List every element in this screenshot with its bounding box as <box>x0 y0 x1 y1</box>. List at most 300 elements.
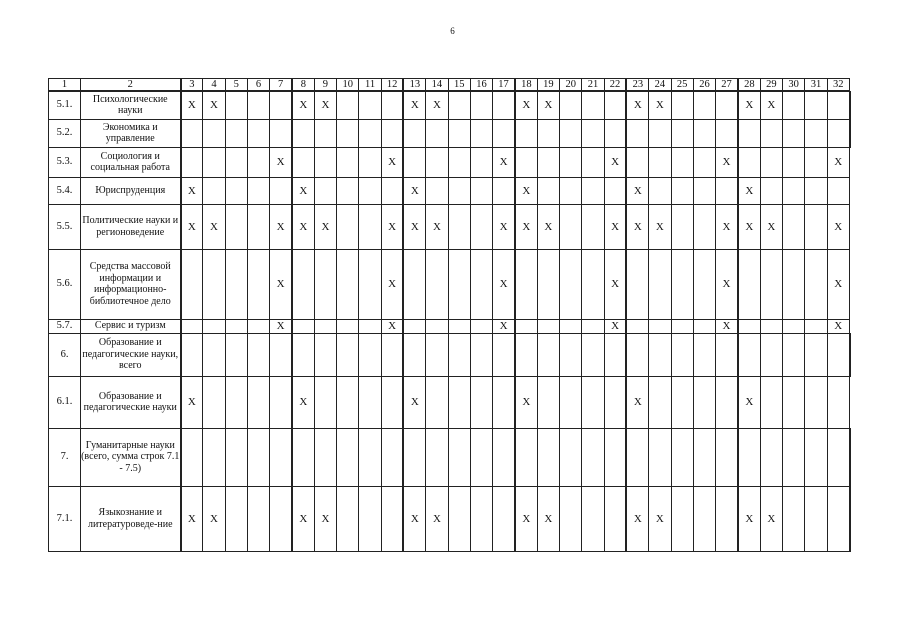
mark-cell <box>225 319 247 333</box>
mark-cell <box>515 119 537 147</box>
mark-cell <box>560 204 582 249</box>
mark-cell <box>805 147 827 177</box>
mark-cell <box>783 319 805 333</box>
mark-cell <box>359 177 381 204</box>
mark-cell <box>314 319 336 333</box>
mark-cell <box>671 204 693 249</box>
mark-cell <box>314 428 336 486</box>
mark-cell: X <box>649 204 671 249</box>
mark-cell <box>537 177 559 204</box>
mark-cell <box>783 204 805 249</box>
mark-cell <box>604 486 626 551</box>
row-name: Психологические науки <box>81 91 181 119</box>
mark-cell <box>693 333 715 376</box>
mark-cell: X <box>314 91 336 119</box>
mark-cell <box>693 204 715 249</box>
mark-cell: X <box>738 204 760 249</box>
mark-cell <box>560 319 582 333</box>
mark-cell <box>225 376 247 428</box>
mark-cell <box>337 376 359 428</box>
mark-cell <box>537 333 559 376</box>
mark-cell <box>560 91 582 119</box>
mark-cell <box>448 119 470 147</box>
mark-cell <box>671 486 693 551</box>
mark-cell <box>470 119 492 147</box>
mark-cell <box>738 249 760 319</box>
table-row <box>49 177 851 204</box>
mark-cell <box>403 333 425 376</box>
row-name: Образование и педагогические науки, всего <box>81 333 181 376</box>
mark-cell <box>716 119 738 147</box>
mark-cell: X <box>426 486 448 551</box>
mark-cell <box>671 119 693 147</box>
mark-cell <box>247 119 269 147</box>
mark-cell <box>693 119 715 147</box>
mark-cell: X <box>203 204 225 249</box>
mark-cell <box>582 91 604 119</box>
mark-cell: X <box>604 204 626 249</box>
mark-cell <box>470 177 492 204</box>
mark-cell <box>247 91 269 119</box>
mark-cell <box>359 428 381 486</box>
table-row <box>49 249 851 319</box>
mark-cell: X <box>716 204 738 249</box>
mark-cell: X <box>493 319 515 333</box>
mark-cell <box>515 333 537 376</box>
mark-cell <box>582 249 604 319</box>
mark-cell <box>783 486 805 551</box>
mark-cell: X <box>827 249 849 319</box>
mark-cell <box>337 319 359 333</box>
mark-cell <box>448 486 470 551</box>
mark-cell <box>738 428 760 486</box>
mark-cell <box>314 177 336 204</box>
classification-table <box>48 78 851 552</box>
mark-cell <box>738 333 760 376</box>
mark-cell <box>805 119 827 147</box>
row-name: Социология и социальная работа <box>81 147 181 177</box>
row-name: Юриспруденция <box>81 177 181 204</box>
mark-cell <box>805 486 827 551</box>
mark-cell <box>783 249 805 319</box>
mark-cell <box>448 249 470 319</box>
mark-cell: X <box>515 204 537 249</box>
mark-cell <box>426 428 448 486</box>
mark-cell: X <box>626 91 648 119</box>
column-header: 26 <box>693 79 715 92</box>
mark-cell <box>604 428 626 486</box>
mark-cell <box>359 204 381 249</box>
column-header: 7 <box>270 79 292 92</box>
mark-cell <box>181 319 203 333</box>
mark-cell: X <box>403 177 425 204</box>
mark-cell <box>649 333 671 376</box>
mark-cell <box>671 177 693 204</box>
mark-cell <box>225 147 247 177</box>
mark-cell: X <box>292 376 314 428</box>
mark-cell <box>247 486 269 551</box>
mark-cell <box>203 119 225 147</box>
mark-cell: X <box>181 204 203 249</box>
mark-cell <box>337 249 359 319</box>
mark-cell <box>247 428 269 486</box>
mark-cell <box>582 177 604 204</box>
column-header: 9 <box>314 79 336 92</box>
mark-cell <box>760 333 782 376</box>
mark-cell <box>805 376 827 428</box>
mark-cell <box>337 333 359 376</box>
mark-cell: X <box>403 204 425 249</box>
mark-cell <box>783 119 805 147</box>
mark-cell <box>783 147 805 177</box>
column-header: 6 <box>247 79 269 92</box>
mark-cell <box>671 319 693 333</box>
mark-cell <box>426 177 448 204</box>
mark-cell <box>359 333 381 376</box>
column-header: 30 <box>783 79 805 92</box>
mark-cell <box>470 249 492 319</box>
mark-cell <box>693 91 715 119</box>
mark-cell <box>337 428 359 486</box>
mark-cell <box>537 376 559 428</box>
mark-cell: X <box>827 147 849 177</box>
row-code: 5.5. <box>49 204 81 249</box>
mark-cell <box>716 428 738 486</box>
mark-cell <box>225 119 247 147</box>
mark-cell <box>738 147 760 177</box>
mark-cell <box>649 376 671 428</box>
row-name: Политические науки и регионоведение <box>81 204 181 249</box>
row-code: 6. <box>49 333 81 376</box>
mark-cell <box>783 177 805 204</box>
mark-cell <box>470 147 492 177</box>
mark-cell <box>783 376 805 428</box>
column-header: 14 <box>426 79 448 92</box>
mark-cell <box>560 119 582 147</box>
page-number: 6 <box>450 26 455 36</box>
mark-cell <box>203 376 225 428</box>
mark-cell <box>448 333 470 376</box>
mark-cell <box>448 204 470 249</box>
mark-cell <box>827 428 849 486</box>
mark-cell <box>626 119 648 147</box>
mark-cell <box>849 486 850 551</box>
table-row <box>49 204 851 249</box>
mark-cell <box>359 249 381 319</box>
row-name: Языкознание и литературоведе-ние <box>81 486 181 551</box>
mark-cell <box>426 319 448 333</box>
mark-cell <box>181 249 203 319</box>
mark-cell <box>671 376 693 428</box>
mark-cell <box>314 333 336 376</box>
mark-cell <box>270 333 292 376</box>
mark-cell: X <box>381 319 403 333</box>
mark-cell <box>760 319 782 333</box>
mark-cell <box>693 376 715 428</box>
mark-cell <box>470 204 492 249</box>
row-name: Средства массовой информации и информационно-библиотечное дело <box>81 249 181 319</box>
mark-cell <box>203 147 225 177</box>
mark-cell <box>181 147 203 177</box>
mark-cell <box>448 177 470 204</box>
mark-cell <box>225 333 247 376</box>
mark-cell <box>381 91 403 119</box>
mark-cell <box>671 428 693 486</box>
mark-cell <box>448 91 470 119</box>
mark-cell: X <box>716 319 738 333</box>
column-header: 15 <box>448 79 470 92</box>
mark-cell <box>760 376 782 428</box>
mark-cell <box>203 333 225 376</box>
mark-cell: X <box>403 486 425 551</box>
mark-cell <box>604 177 626 204</box>
mark-cell <box>649 177 671 204</box>
mark-cell <box>515 147 537 177</box>
mark-cell <box>626 147 648 177</box>
mark-cell <box>783 333 805 376</box>
mark-cell <box>604 119 626 147</box>
mark-cell <box>225 249 247 319</box>
column-header: 5 <box>225 79 247 92</box>
mark-cell <box>359 486 381 551</box>
column-header: 28 <box>738 79 760 92</box>
mark-cell <box>247 333 269 376</box>
mark-cell <box>693 319 715 333</box>
mark-cell <box>805 204 827 249</box>
row-code: 5.4. <box>49 177 81 204</box>
mark-cell <box>626 249 648 319</box>
mark-cell <box>760 177 782 204</box>
mark-cell <box>448 376 470 428</box>
mark-cell <box>292 119 314 147</box>
mark-cell <box>426 119 448 147</box>
mark-cell <box>247 249 269 319</box>
mark-cell <box>270 91 292 119</box>
mark-cell <box>515 249 537 319</box>
mark-cell <box>805 333 827 376</box>
mark-cell <box>649 428 671 486</box>
mark-cell: X <box>203 486 225 551</box>
column-header: 29 <box>760 79 782 92</box>
mark-cell <box>203 249 225 319</box>
mark-cell <box>783 91 805 119</box>
mark-cell: X <box>738 91 760 119</box>
mark-cell: X <box>493 147 515 177</box>
table-row <box>49 333 851 376</box>
mark-cell <box>693 177 715 204</box>
mark-cell <box>448 428 470 486</box>
mark-cell <box>582 204 604 249</box>
mark-cell <box>270 119 292 147</box>
mark-cell <box>515 428 537 486</box>
mark-cell <box>582 376 604 428</box>
mark-cell <box>760 147 782 177</box>
mark-cell <box>359 376 381 428</box>
mark-cell <box>537 319 559 333</box>
column-header: 32 <box>827 79 849 92</box>
row-code: 5.2. <box>49 119 81 147</box>
table-row <box>49 428 851 486</box>
mark-cell <box>426 249 448 319</box>
mark-cell: X <box>381 204 403 249</box>
mark-cell <box>693 147 715 177</box>
mark-cell <box>560 333 582 376</box>
mark-cell: X <box>292 486 314 551</box>
mark-cell <box>537 249 559 319</box>
mark-cell <box>181 428 203 486</box>
mark-cell <box>604 376 626 428</box>
mark-cell: X <box>626 486 648 551</box>
mark-cell <box>448 147 470 177</box>
mark-cell: X <box>649 486 671 551</box>
row-name: Экономика и управление <box>81 119 181 147</box>
mark-cell: X <box>270 147 292 177</box>
mark-cell <box>560 177 582 204</box>
mark-cell <box>493 486 515 551</box>
mark-cell <box>671 91 693 119</box>
column-header: 10 <box>337 79 359 92</box>
column-header: 1 <box>49 79 81 92</box>
mark-cell: X <box>292 204 314 249</box>
mark-cell <box>827 119 849 147</box>
mark-cell <box>716 486 738 551</box>
mark-cell <box>827 486 849 551</box>
mark-cell: X <box>270 249 292 319</box>
row-name: Гуманитарные науки (всего, сумма строк 7.1 - 7.5) <box>81 428 181 486</box>
column-header: 21 <box>582 79 604 92</box>
mark-cell <box>359 147 381 177</box>
column-header: 17 <box>493 79 515 92</box>
mark-cell <box>359 91 381 119</box>
mark-cell <box>426 376 448 428</box>
mark-cell: X <box>604 147 626 177</box>
mark-cell: X <box>381 147 403 177</box>
mark-cell: X <box>716 249 738 319</box>
mark-cell <box>225 428 247 486</box>
mark-cell <box>783 428 805 486</box>
mark-cell <box>403 428 425 486</box>
column-header: 2 <box>81 79 181 92</box>
mark-cell <box>470 376 492 428</box>
mark-cell <box>560 428 582 486</box>
mark-cell: X <box>314 204 336 249</box>
mark-cell: X <box>493 249 515 319</box>
mark-cell: X <box>381 249 403 319</box>
column-header: 8 <box>292 79 314 92</box>
mark-cell <box>426 147 448 177</box>
mark-cell <box>626 319 648 333</box>
mark-cell: X <box>403 376 425 428</box>
mark-cell <box>760 119 782 147</box>
mark-cell: X <box>626 177 648 204</box>
table-row <box>49 319 851 333</box>
column-header: 4 <box>203 79 225 92</box>
mark-cell <box>805 91 827 119</box>
mark-cell <box>760 428 782 486</box>
mark-cell <box>805 428 827 486</box>
mark-cell: X <box>181 177 203 204</box>
mark-cell <box>582 333 604 376</box>
table-row <box>49 91 851 119</box>
mark-cell <box>470 91 492 119</box>
mark-cell <box>381 119 403 147</box>
mark-cell <box>738 119 760 147</box>
mark-cell <box>470 319 492 333</box>
mark-cell <box>493 119 515 147</box>
mark-cell <box>716 376 738 428</box>
mark-cell: X <box>426 204 448 249</box>
mark-cell <box>649 249 671 319</box>
mark-cell <box>537 428 559 486</box>
mark-cell: X <box>515 91 537 119</box>
row-code: 7. <box>49 428 81 486</box>
column-header: 11 <box>359 79 381 92</box>
mark-cell <box>247 147 269 177</box>
column-header: 25 <box>671 79 693 92</box>
mark-cell: X <box>515 177 537 204</box>
mark-cell <box>560 376 582 428</box>
mark-cell <box>827 376 849 428</box>
mark-cell <box>470 486 492 551</box>
mark-cell <box>671 147 693 177</box>
mark-cell <box>359 319 381 333</box>
table-row <box>49 486 851 551</box>
mark-cell <box>381 376 403 428</box>
column-header: 19 <box>537 79 559 92</box>
mark-cell <box>671 249 693 319</box>
mark-cell <box>582 428 604 486</box>
mark-cell <box>381 333 403 376</box>
mark-cell <box>181 333 203 376</box>
mark-cell <box>716 177 738 204</box>
mark-cell <box>225 486 247 551</box>
mark-cell <box>270 177 292 204</box>
mark-cell <box>693 249 715 319</box>
mark-cell <box>270 486 292 551</box>
mark-cell <box>247 177 269 204</box>
mark-cell: X <box>181 91 203 119</box>
mark-cell: X <box>403 91 425 119</box>
mark-cell <box>849 91 850 119</box>
mark-cell <box>604 333 626 376</box>
mark-cell <box>760 249 782 319</box>
column-header: 27 <box>716 79 738 92</box>
mark-cell <box>381 177 403 204</box>
row-code: 5.6. <box>49 249 81 319</box>
mark-cell <box>403 319 425 333</box>
mark-cell: X <box>270 204 292 249</box>
mark-cell <box>292 428 314 486</box>
column-header: 3 <box>181 79 203 92</box>
mark-cell <box>359 119 381 147</box>
mark-cell: X <box>626 376 648 428</box>
mark-cell: X <box>738 177 760 204</box>
mark-cell: X <box>292 91 314 119</box>
mark-cell <box>493 333 515 376</box>
mark-cell <box>493 91 515 119</box>
mark-cell <box>805 319 827 333</box>
mark-cell <box>225 204 247 249</box>
mark-cell: X <box>760 91 782 119</box>
mark-cell <box>403 119 425 147</box>
mark-cell: X <box>827 204 849 249</box>
column-header: 13 <box>403 79 425 92</box>
mark-cell <box>337 486 359 551</box>
mark-cell <box>805 177 827 204</box>
mark-cell <box>560 249 582 319</box>
mark-cell <box>292 249 314 319</box>
mark-cell <box>292 147 314 177</box>
